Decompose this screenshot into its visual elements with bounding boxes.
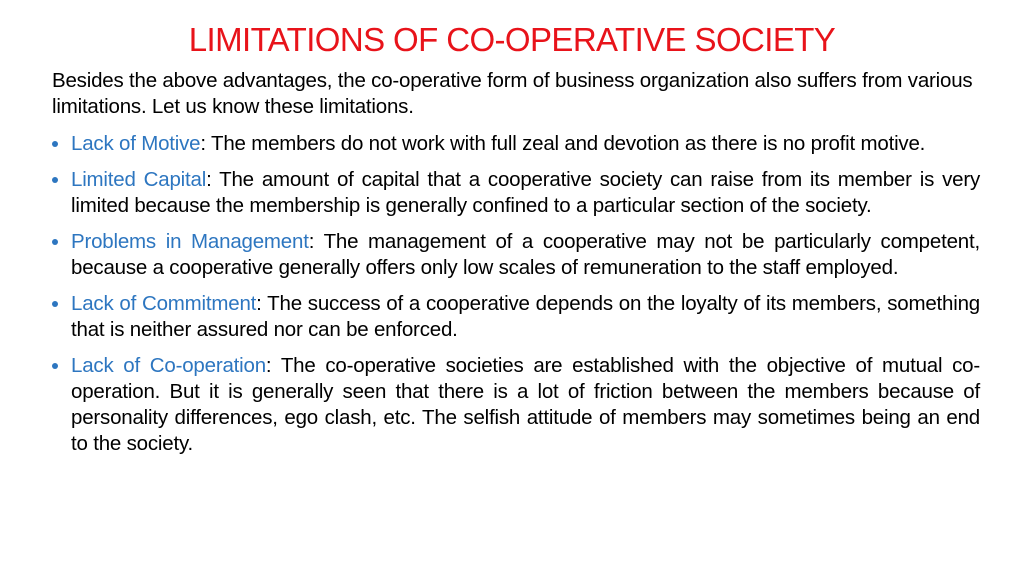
intro-paragraph: Besides the above advantages, the co-operative form of business organization also suffers from various limitations. Let us know these limitations.: [52, 69, 973, 118]
limitation-text: : The success of a cooperative depends on the loyalty of its members, something that is neither assured nor can be enforced.: [71, 292, 980, 341]
limitation-term: Lack of Co-operation: [71, 354, 266, 377]
limitation-text: : The management of a cooperative may not be particularly competent, because a cooperative generally offers only low scales of remuneration to the staff employed.: [71, 230, 980, 279]
list-item: [52, 291, 980, 343]
limitation-term: Lack of Commitment: [71, 292, 257, 315]
bullet-icon: [52, 141, 58, 147]
bullet-icon: [52, 239, 58, 245]
bullet-icon: [52, 301, 58, 307]
bullet-icon: [52, 177, 58, 183]
list-item: [52, 131, 980, 157]
limitation-term: Problems in Management: [71, 230, 309, 253]
limitation-text: : The co-operative societies are established with the objective of mutual co-operation. But it is generally seen that there is a lot of friction between the members because of personality differences, ego clash, etc. The selfish attitude of members may sometimes being an end to the society.: [71, 354, 981, 455]
slide-title: LIMITATIONS OF CO-OPERATIVE SOCIETY: [188, 21, 836, 58]
bullet-icon: [52, 363, 58, 369]
list-item: [52, 353, 980, 457]
limitation-text: : The amount of capital that a cooperative society can raise from its member is very limited because the membership is generally confined to a particular section of the society.: [71, 168, 980, 217]
limitation-term: Lack of Motive: [71, 132, 201, 155]
list-item: [52, 167, 980, 219]
limitation-text: : The members do not work with full zeal and devotion as there is no profit motive.: [200, 132, 926, 155]
limitation-term: Limited Capital: [71, 168, 207, 191]
list-item: [52, 229, 980, 281]
limitations-list: [52, 131, 980, 467]
